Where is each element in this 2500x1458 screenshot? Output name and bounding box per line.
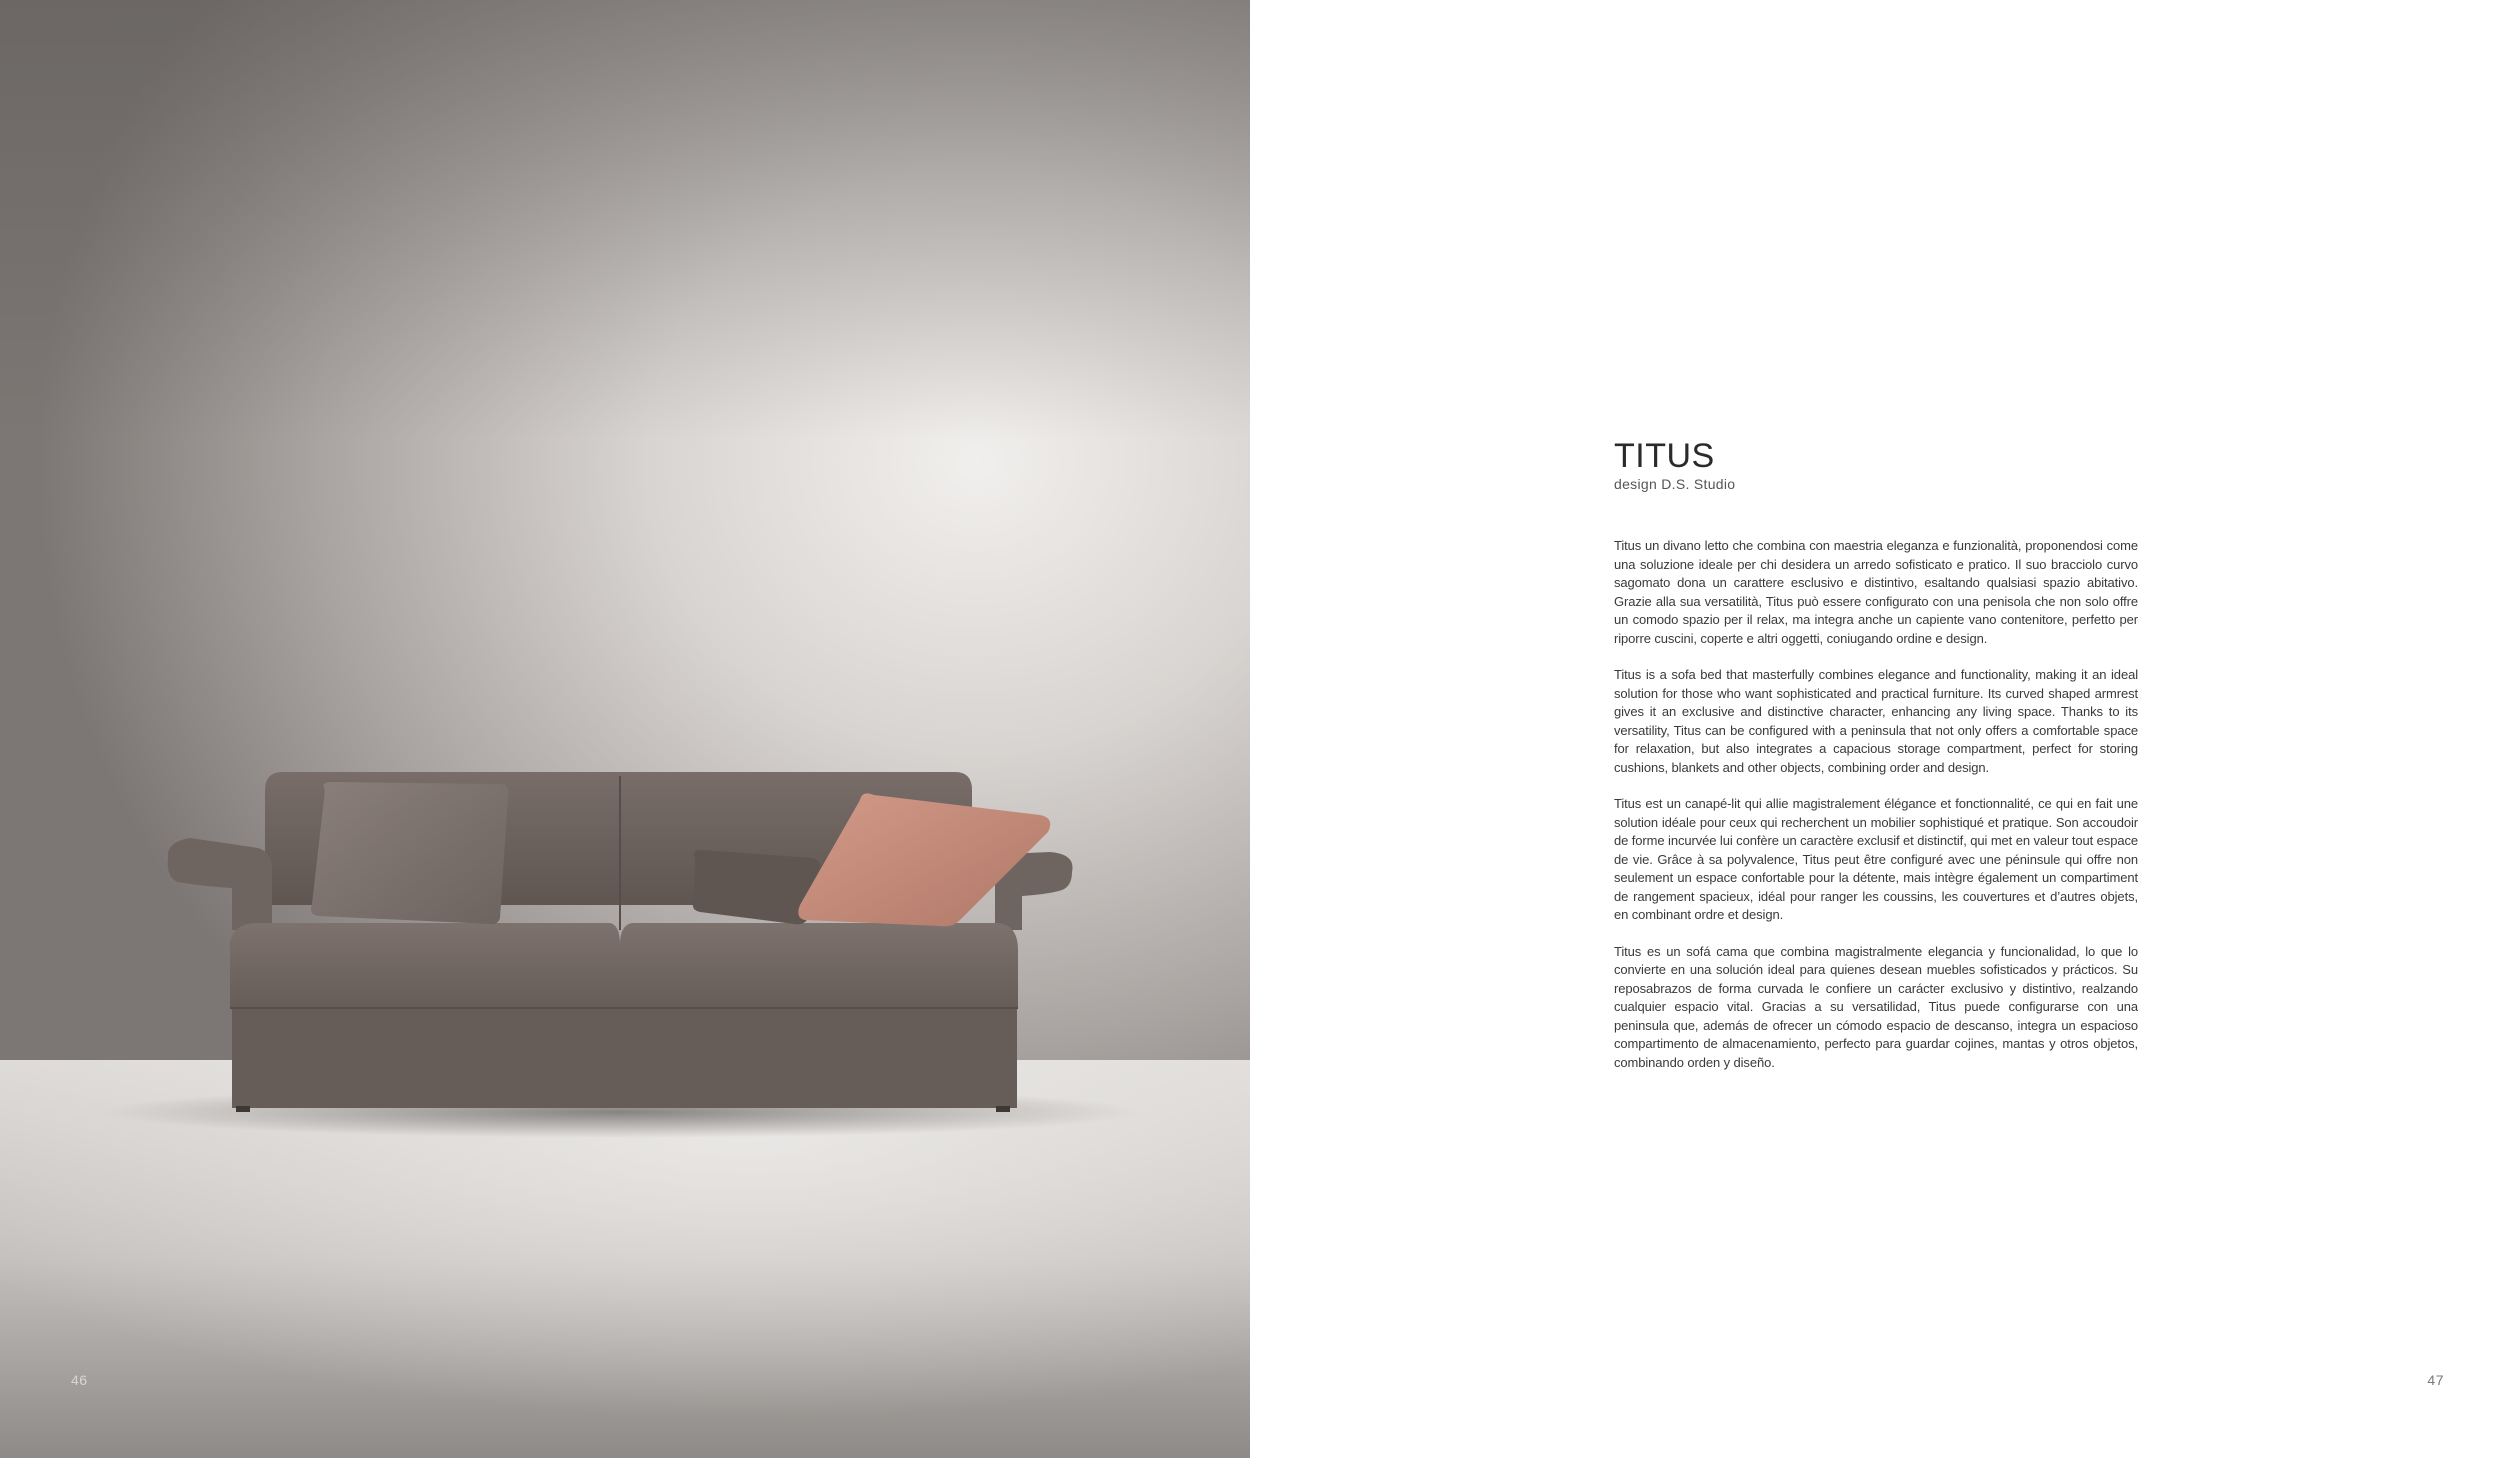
page-number-left: 46 (71, 1372, 88, 1388)
description-french: Titus est un canapé-lit qui allie magistralement élégance et fonctionnalité, ce qui en fait une solution idéale pour ceux qui recherchent un mobilier sophistiqué et pratique. Son accoudoir de forme incurvée lui confère un caractère exclusif et distinctif, qui met en valeur tout espace de vie. Grâce à sa polyvalence, Titus peut être configuré avec une péninsule qui offre non seulement un espace confortable pour la détente, mais intègre également un compartiment de rangement spacieux, idéal pour ranger les coussins, les couvertures et d’autres objets, en combinant ordre et design. (1614, 796, 2138, 922)
page-number-right: 47 (2427, 1372, 2444, 1388)
description-english: Titus is a sofa bed that masterfully combines elegance and functionality, making it an ideal solution for those who want sophisticated and practical furniture. Its curved shaped armrest gives it an exclusive and distinctive character, enhancing any living space. Thanks to its versatility, Titus can be configured with a peninsula that not only offers a comfortable space for relaxation, but also integrates a capacious storage compartment, perfect for storing cushions, blankets and other objects, combining order and design. (1614, 667, 2138, 775)
right-page (1250, 0, 2500, 1458)
product-title: TITUS (1614, 437, 1715, 475)
sofa (168, 772, 1073, 1112)
product-description (1614, 437, 2138, 1090)
description-italian: Titus un divano letto che combina con maestria eleganza e funzionalità, proponendosi come una soluzione ideale per chi desidera un arredo sofisticato e pratico. Il suo bracciolo curvo sagomato dona un carattere esclusivo e distintivo, esaltando qualsiasi spazio abitativo. Grazie alla sua versatilità, Titus può essere configurato con una penisola che non solo offre un comodo spazio per il relax, ma integra anche un capiente vano contenitore, perfetto per riporre cuscini, coperte e altri oggetti, coniugando ordine e design. (1614, 538, 2138, 646)
designer-credit: design D.S. Studio (1614, 476, 1736, 492)
description-spanish: Titus es un sofá cama que combina magistralmente elegancia y funcionalidad, lo que lo convierte en una solución ideal para quienes desean muebles sofisticados y prácticos. Su reposabrazos de forma curvada le confiere un carácter exclusivo y distintivo, realzando cualquier espacio vital. Gracias a su versatilidad, Titus puede configurarse con una peninsula que, además de ofrecer un cómodo espacio de descanso, integra un espacioso compartimento de almacenamiento, perfecto para guardar cojines, mantas y otros objetos, combinando orden y diseño. (1614, 943, 2138, 1070)
